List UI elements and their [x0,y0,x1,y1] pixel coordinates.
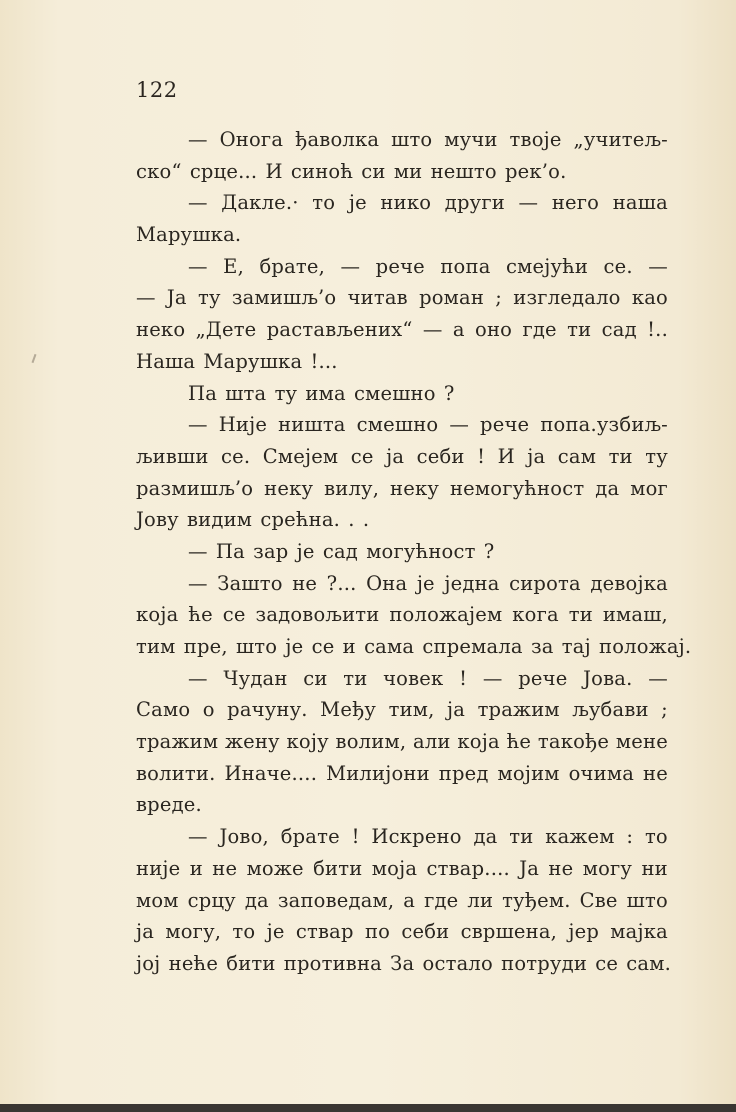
text-line: тражим жену коју волим, али која ће такође мене [136,730,668,754]
text-line: Наша Марушка !... [136,349,338,373]
text-line: Јову видим срећна. . . [136,508,370,532]
text-line: неко „Дете растављених“ — а оно где ти сад !.. [136,318,668,342]
text-line: Марушка. [136,223,242,247]
text-line: мом срцу да заповедам, а где ли туђем. Све што [136,888,668,912]
text-line: која ће се задовољити положајем кога ти имаш, [136,603,668,627]
text-line: размишљ’о неку вилу, неку немогућност да мог [136,476,668,500]
text-line: — Ја ту замишљ’о читав роман ; изгледало као [136,286,668,310]
text-line: — Није ништа смешно — рече попа.узбиљ- [188,413,668,437]
stray-ink-mark [32,354,37,363]
text-line: — Онога ђаволка што мучи твоје „учитељ- [188,128,668,151]
text-line: ско“ срце... И синоћ си ми нешто рек’о. [136,159,567,183]
text-line: љивши се. Смејем се ја себи ! И ја сам ти ту [136,444,668,468]
text-line: ја могу, то је ствар по себи свршена, јер мајка [136,920,668,944]
scan-bottom-edge [0,1104,736,1112]
text-line: тим пре, што је се и сама спремала за тај положај. [136,635,692,658]
text-line: вреде. [136,793,202,817]
text-line: Па шта ту има смешно ? [188,381,455,405]
body-text [136,124,692,980]
text-line: — Па зар је сад могућност ? [188,539,495,563]
text-line: — Зашто не ?... Она је једна сирота девојка [188,571,668,595]
text-line: јој неће бити противна За остало потруди се сам. [136,951,671,975]
text-line: — Дакле.· то је нико други — него наша [188,191,668,215]
text-line: — Чудан си ти човек ! — рече Јова. — [188,666,668,690]
text-line: Само о рачуну. Међу тим, ја тражим љубави ; [136,698,668,722]
text-line: — Е, брате, — рече попа смејући се. — [188,254,668,278]
text-line: волити. Иначе.... Милијони пред мојим очима не [136,761,668,785]
text-line: није и не може бити моја ствар.... Ја не могу ни [136,856,668,880]
page-number: 122 [136,78,178,102]
text-line: — Јово, брате ! Искрено да ти кажем : то [188,825,668,849]
